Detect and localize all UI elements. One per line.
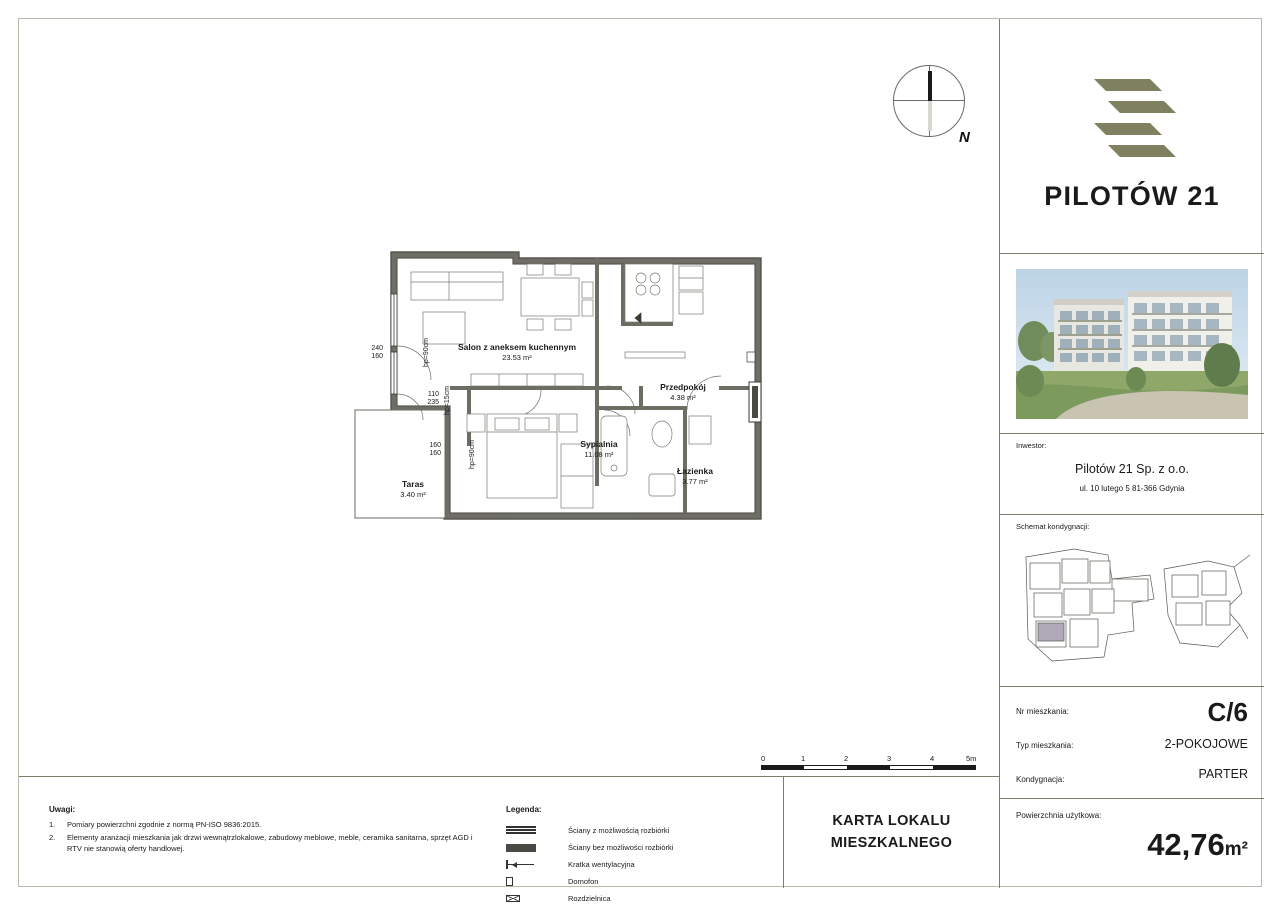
scale-seg bbox=[761, 765, 804, 770]
apartment-meta-block bbox=[1000, 687, 1264, 799]
investor-name: Pilotów 21 Sp. z o.o. bbox=[1075, 462, 1189, 476]
scale-bar-ticks bbox=[761, 765, 976, 770]
card-title-line2: MIESZKALNEGO bbox=[830, 834, 953, 851]
scale-bar-numbers: 0 1 2 3 4 5m bbox=[761, 754, 977, 763]
solid-wall-icon bbox=[506, 844, 568, 852]
height-mark-window: hp=90cm bbox=[423, 338, 430, 367]
legend-label: Ściany bez możliwości rozbiórki bbox=[568, 843, 674, 852]
card-title-line1: KARTA LOKALU bbox=[832, 812, 951, 829]
floorplan-area bbox=[19, 19, 999, 774]
usable-area-value: 42,76 bbox=[1147, 827, 1225, 862]
room-label-sypialnia: Sypialnia 11.08 m² bbox=[580, 439, 618, 459]
legend-row bbox=[506, 839, 766, 856]
floor-scheme-svg bbox=[1012, 539, 1252, 671]
usable-area-unit: m² bbox=[1224, 839, 1248, 860]
legend-title: Legenda: bbox=[506, 805, 542, 814]
distribution-board-icon bbox=[506, 894, 568, 903]
floor-scheme-diagram bbox=[1012, 539, 1252, 671]
pilotow-logo-icon bbox=[1078, 61, 1186, 169]
scale-seg bbox=[890, 765, 933, 770]
legend-block bbox=[506, 805, 766, 907]
height-mark-balcony: hp=15cm bbox=[444, 386, 451, 415]
legend-row bbox=[506, 873, 766, 890]
apartment-type-value: 2-POKOJOWE bbox=[1164, 737, 1248, 751]
dimension-balcony-door: 110 235 bbox=[427, 391, 439, 407]
investor-label: Inwestor: bbox=[1016, 441, 1047, 450]
compass-needle-south bbox=[928, 101, 932, 131]
apartment-nr-label: Nr mieszkania: bbox=[1016, 707, 1069, 716]
compass-needle-north bbox=[928, 71, 932, 101]
right-panel bbox=[999, 19, 1263, 888]
apartment-floor-value: PARTER bbox=[1198, 767, 1248, 781]
apartment-nr-value: C/6 bbox=[1207, 697, 1248, 727]
dimension-terrace-door: 160 160 bbox=[429, 442, 441, 458]
investor-block bbox=[1000, 433, 1264, 515]
legend-label: Rozdzielnica bbox=[568, 894, 611, 903]
compass-rose bbox=[887, 59, 987, 159]
floor-scheme-label: Schemat kondygnacji: bbox=[1016, 522, 1090, 531]
room-label-taras: Taras 3.40 m² bbox=[400, 479, 426, 499]
note-item: 2. Elementy aranżacji mieszkania jak drzwi wewnątrzlokalowe, zabudowy meblowe, meble, ceramika sanitarna, sprzęt AGD i RTV nie stanowią oferty handlowej. bbox=[49, 832, 473, 853]
render-illustration bbox=[1016, 269, 1248, 419]
legend-row bbox=[506, 856, 766, 873]
legend-row bbox=[506, 890, 766, 907]
floor-scheme-block bbox=[1000, 515, 1264, 687]
notes-list bbox=[49, 820, 479, 855]
building-render-image bbox=[1016, 269, 1248, 419]
room-label-salon: Salon z aneksem kuchennym 23.53 m² bbox=[457, 342, 577, 362]
legend-row bbox=[506, 822, 766, 839]
apartment-type-label: Typ mieszkania: bbox=[1016, 741, 1074, 750]
hatched-wall-icon bbox=[506, 826, 568, 835]
bottom-info-bar bbox=[19, 776, 999, 903]
scale-seg bbox=[847, 765, 890, 770]
notes-block bbox=[49, 805, 479, 857]
investor-address: ul. 10 lutego 5 81-366 Gdynia bbox=[1079, 484, 1185, 493]
scale-seg bbox=[933, 765, 976, 770]
document-page bbox=[18, 18, 1262, 903]
apartment-meta-values bbox=[1108, 695, 1248, 789]
brand-block bbox=[1000, 19, 1264, 254]
compass-north-label: N bbox=[959, 129, 970, 146]
legend-label: Ściany z możliwością rozbiórki bbox=[568, 826, 670, 835]
intercom-icon bbox=[506, 877, 568, 887]
height-mark-terrace: hp=90cm bbox=[469, 440, 476, 469]
room-label-lazienka: Łazienka 3.77 m² bbox=[677, 466, 713, 486]
scale-seg bbox=[804, 765, 847, 770]
usable-area-label: Powierzchnia użytkowa: bbox=[1016, 811, 1102, 820]
brand-name: PILOTÓW 21 bbox=[1044, 180, 1220, 211]
scale-bar bbox=[761, 754, 986, 776]
note-item: 1. Pomiary powierzchni zgodnie z normą PN-ISO 9836:2015. bbox=[49, 820, 262, 829]
dimension-window-main: 240 160 bbox=[371, 345, 383, 361]
legend-label: Domofon bbox=[568, 877, 599, 886]
notes-title: Uwagi: bbox=[49, 805, 76, 814]
apartment-floor-label: Kondygnacja: bbox=[1016, 775, 1065, 784]
usable-area-value-wrap bbox=[1147, 827, 1248, 863]
room-label-przedpokoj: Przedpokój 4.38 m² bbox=[660, 382, 706, 402]
ventilation-grate-icon bbox=[506, 860, 568, 869]
card-title-block bbox=[783, 777, 999, 888]
usable-area-block bbox=[1000, 799, 1264, 888]
legend-label: Kratka wentylacyjna bbox=[568, 860, 635, 869]
